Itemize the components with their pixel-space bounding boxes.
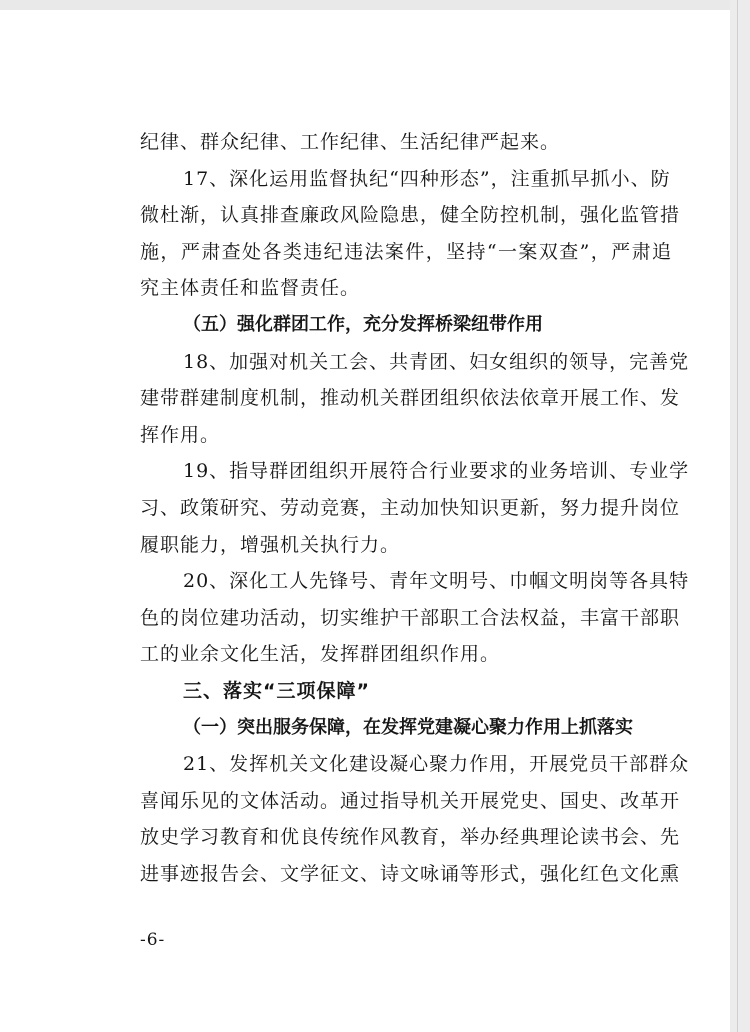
document-body [140,124,690,892]
text-line: 挥作用。 [140,423,221,446]
text-line: 微杜渐，认真排查廉政风险隐患，健全防控机制，强化监管措 [140,204,681,227]
scan-edge-right [730,0,750,1032]
text-line: 喜闻乐见的文体活动。通过指导机关开展党史、国史、改革开 [140,789,681,812]
paragraph-18-start: 18、加强对机关工会、共青团、妇女组织的领导，完善党 [183,350,690,373]
subsection-heading: （一）突出服务保障，在发挥党建凝心聚力作用上抓落实 [183,716,633,738]
subsection-heading: （五）强化群团工作，充分发挥桥梁纽带作用 [183,313,543,335]
text-line: 施，严肃查处各类违纪违法案件，坚持“一案双查”，严肃追 [140,240,672,263]
text-line: 放史学习教育和优良传统作风教育，举办经典理论读书会、先 [140,826,681,849]
scan-edge-top [0,0,750,10]
paragraph-21-start: 21、发挥机关文化建设凝心聚力作用，开展党员干部群众 [183,753,690,776]
section-heading: 三、落实“三项保障” [183,679,370,702]
text-line: 色的岗位建功活动，切实维护干部职工合法权益，丰富干部职 [140,606,681,629]
text-line: 纪律、群众纪律、工作纪律、生活纪律严起来。 [140,131,561,153]
paragraph-20-start: 20、深化工人先锋号、青年文明号、巾帼文明岗等各具特 [183,570,690,593]
text-line: 究主体责任和监督责任。 [140,277,361,300]
text-line: 进事迹报告会、文学征文、诗文咏诵等形式，强化红色文化熏 [140,862,681,885]
text-line: 习、政策研究、劳动竞赛，主动加快知识更新，努力提升岗位 [140,496,681,519]
text-line: 建带群建制度机制，推动机关群团组织依法依章开展工作、发 [140,387,681,410]
scan-edge-line [737,0,738,1032]
text-line: 履职能力，增强机关执行力。 [140,533,401,556]
paragraph-17-start: 17、深化运用监督执纪“四种形态”，注重抓早抓小、防 [183,167,671,190]
text-line: 工的业余文化生活，发挥群团组织作用。 [140,643,501,666]
paragraph-19-start: 19、指导群团组织开展符合行业要求的业务培训、专业学 [183,460,690,483]
page-number: -6- [140,930,166,950]
